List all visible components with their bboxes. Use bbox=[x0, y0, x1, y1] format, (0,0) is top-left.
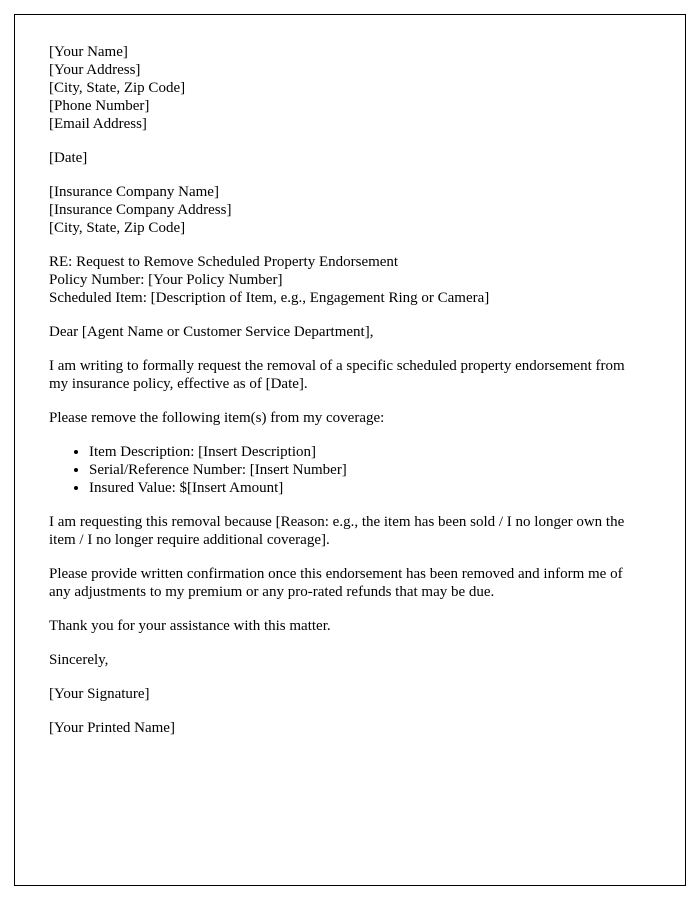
sender-name-line: [Your Name] bbox=[49, 44, 128, 60]
item-list bbox=[49, 443, 629, 497]
sender-block bbox=[49, 43, 629, 133]
subject-policy-line: Policy Number: [Your Policy Number] bbox=[49, 272, 283, 288]
paragraph-reason: I am requesting this removal because [Reason: e.g., the item has been sold / I no longer own the item / I no longer require additional coverage]. bbox=[49, 514, 625, 548]
printed-name-line: [Your Printed Name] bbox=[49, 720, 175, 736]
item-description-bullet: • Item Description: [Insert Description] bbox=[89, 443, 629, 461]
paragraph-intro: I am writing to formally request the removal of a specific scheduled property endorsement from my insurance policy, effective as of [Date]. bbox=[49, 358, 625, 392]
paragraph-remove-request: Please remove the following item(s) from my coverage: bbox=[49, 410, 385, 426]
subject-item-line: Scheduled Item: [Description of Item, e.g., Engagement Ring or Camera] bbox=[49, 290, 490, 306]
date-line: [Date] bbox=[49, 150, 88, 166]
recipient-city-line: [City, State, Zip Code] bbox=[49, 220, 186, 236]
salutation: Dear [Agent Name or Customer Service Department], bbox=[49, 324, 374, 340]
signature-line: [Your Signature] bbox=[49, 686, 150, 702]
item-serial-bullet: • Serial/Reference Number: [Insert Number] bbox=[89, 461, 629, 479]
sender-address-line: [Your Address] bbox=[49, 62, 141, 78]
recipient-block bbox=[49, 183, 629, 237]
date-block bbox=[49, 149, 629, 167]
letter-page bbox=[14, 14, 686, 886]
sender-email-line: [Email Address] bbox=[49, 116, 147, 132]
recipient-company-line: [Insurance Company Name] bbox=[49, 184, 219, 200]
recipient-address-line: [Insurance Company Address] bbox=[49, 202, 232, 218]
item-value-bullet: • Insured Value: $[Insert Amount] bbox=[89, 479, 629, 497]
subject-re-line: RE: Request to Remove Scheduled Property Endorsement bbox=[49, 254, 399, 270]
paragraph-thanks: Thank you for your assistance with this matter. bbox=[49, 618, 331, 634]
paragraph-confirmation: Please provide written confirmation once this endorsement has been removed and inform me of any adjustments to my premium or any pro-rated refunds that may be due. bbox=[49, 566, 623, 600]
sender-city-line: [City, State, Zip Code] bbox=[49, 80, 186, 96]
subject-block bbox=[49, 253, 629, 307]
closing: Sincerely, bbox=[49, 652, 109, 668]
sender-phone-line: [Phone Number] bbox=[49, 98, 150, 114]
